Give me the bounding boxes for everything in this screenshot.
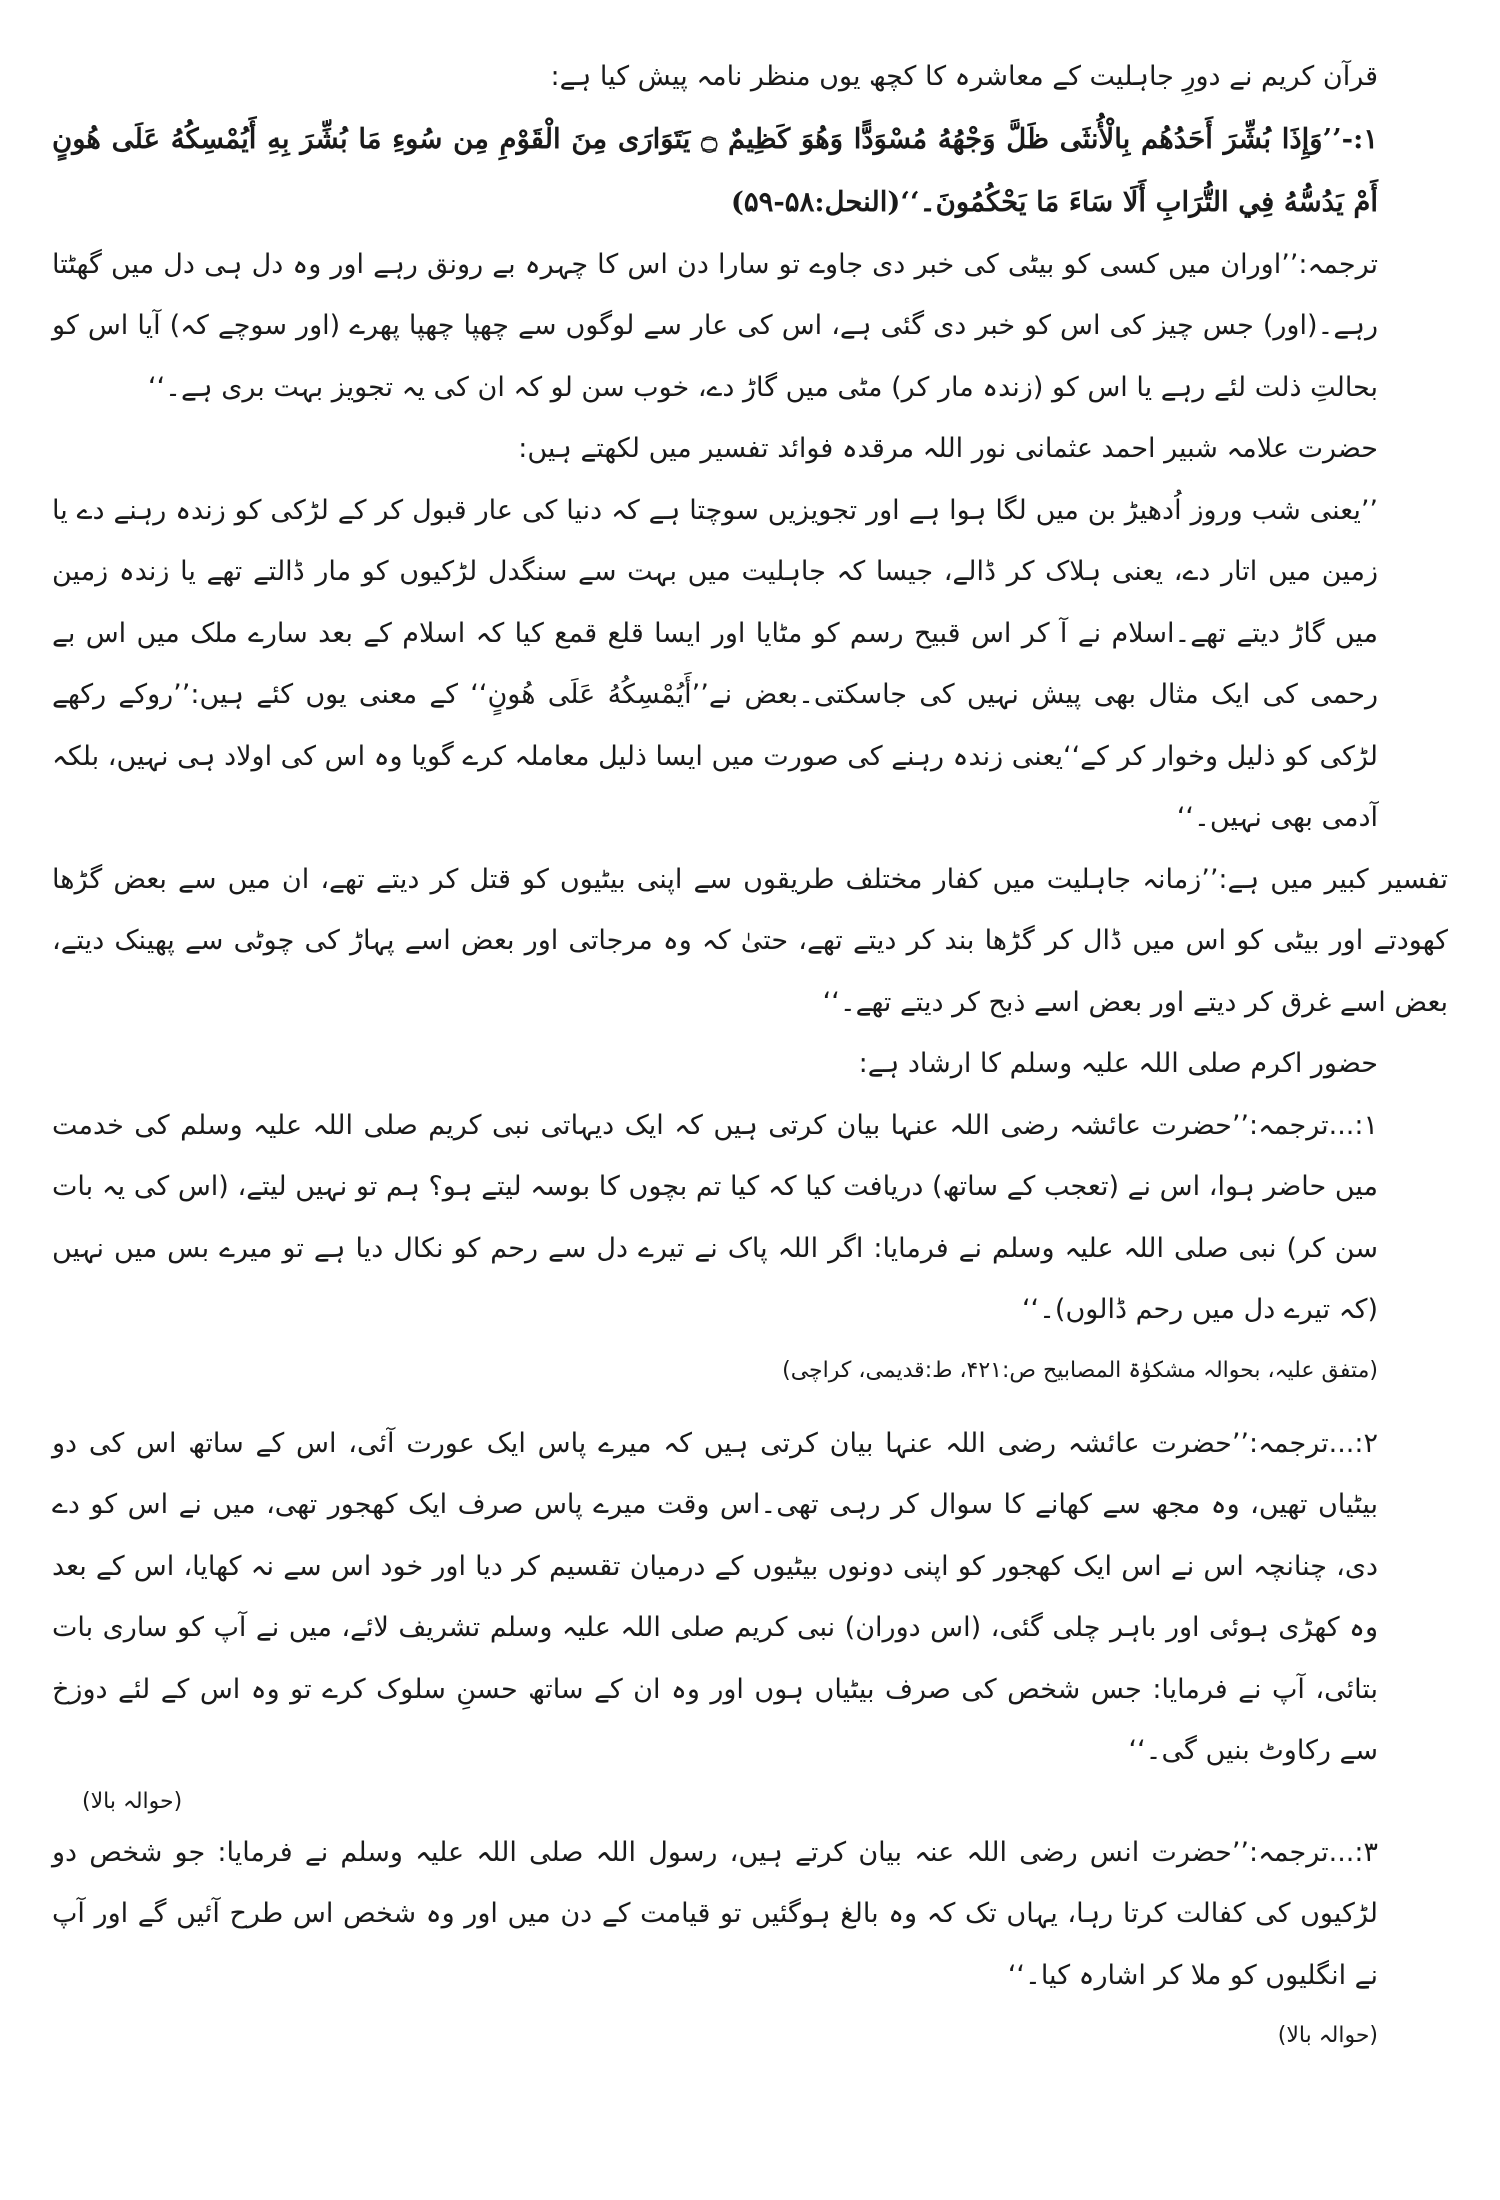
tafsir-text: ’’یعنی شب وروز اُدھیڑ بن میں لگا ہوا ہے اور تجویزیں سوچتا ہے کہ دنیا کی عار قبول کر کے لڑکی کو زندہ رہنے دے یا زمین میں اتار دے، یعنی ہلاک کر ڈالے، جیسا کہ جاہلیت میں بہت سے سنگدل لڑکیوں کو مار ڈالتے تھے یا زندہ زمین میں گاڑ دیتے تھے۔اسلام نے آ کر اس قبیح رسم کو مٹایا اور ایسا قلع قمع کیا کہ اسلام کے بعد سارے ملک میں اس بے رحمی کی ایک مثال بھی پیش نہیں کی جاسکتی۔بعض نے’’أَيُمْسِكُهُ عَلَى هُونٍ‘‘ کے معنی یوں کئے ہیں:’’روکے رکھے لڑکی کو ذلیل وخوار کر کے‘‘یعنی زندہ رہنے کی صورت میں ایسا ذلیل معاملہ کرے گویا وہ اس کی اولاد ہی نہیں، بلکہ آدمی بھی نہیں۔‘‘ bbox=[52, 494, 1378, 833]
prophet-intro: حضور اکرم صلی اللہ علیہ وسلم کا ارشاد ہے: bbox=[858, 1048, 1378, 1079]
hadith-1: ۱:...ترجمہ:’’حضرت عائشہ رضی اللہ عنہا بیان کرتی ہیں کہ ایک دیہاتی نبی کریم صلی اللہ علیہ وسلم کی خدمت میں حاضر ہوا، اس نے (تعجب کے ساتھ) دریافت کیا کہ کیا تم بچوں کا بوسہ لیتے ہو؟ ہم تو نہیں لیتے، (اس کی یہ بات سن کر) نبی صلی اللہ علیہ وسلم نے فرمایا: اگر اللہ پاک نے تیرے دل سے رحم کو نکال دیا ہے تو میرے بس میں نہیں (کہ تیرے دل میں رحم ڈالوں)۔‘‘ bbox=[52, 1109, 1378, 1325]
quran-verse: ۱:-’’وَإِذَا بُشِّرَ أَحَدُهُم بِالْأُنثَى ظَلَّ وَجْهُهُ مُسْوَدًّا وَهُوَ كَظِيمٌ ۝ يَتَوَارَى مِنَ الْقَوْمِ مِن سُوءِ مَا بُشِّرَ بِهِ أَيُمْسِكُهُ عَلَى هُونٍ أَمْ يَدُسُّهُ فِي التُّرَابِ أَلَا سَاءَ مَا يَحْكُمُونَ۔‘‘(النحل:۵۸-۵۹) bbox=[52, 122, 1378, 218]
tafsir-intro: حضرت علامہ شبیر احمد عثمانی نور اللہ مرقدہ فوائد تفسیر میں لکھتے ہیں: bbox=[518, 433, 1378, 464]
intro-paragraph: قرآن کریم نے دورِ جاہلیت کے معاشرہ کا کچھ یوں منظر نامہ پیش کیا ہے: bbox=[550, 61, 1378, 92]
hadith-2: ۲:...ترجمہ:’’حضرت عائشہ رضی اللہ عنہا بیان کرتی ہیں کہ میرے پاس ایک عورت آئی، اس کے ساتھ اس کی دو بیٹیاں تھیں، وہ مجھ سے کھانے کا سوال کر رہی تھی۔اس وقت میرے پاس صرف ایک کھجور تھی، میں نے اس کو دے دی، چنانچہ اس نے اس ایک کھجور کو اپنی دونوں بیٹیوں کے درمیان تقسیم کر دیا اور خود اس سے نہ کھایا، اس کے بعد وہ کھڑی ہوئی اور باہر چلی گئی، (اس دوران) نبی کریم صلی اللہ علیہ وسلم تشریف لائے، میں نے آپ کو ساری بات بتائی، آپ نے فرمایا: جس شخص کی صرف بیٹیاں ہوں اور وہ ان کے ساتھ حسنِ سلوک کرے تو وہ اس کے لئے دوزخ سے رکاوٹ بنیں گی۔‘‘ bbox=[52, 1427, 1378, 1766]
hadith-3-reference: (حوالہ بالا) bbox=[1277, 2023, 1378, 2048]
hadith-1-reference: (متفق علیہ، بحوالہ مشکوٰۃ المصابیح ص:۴۲۱، ط:قدیمی، کراچی) bbox=[782, 1357, 1378, 1383]
quran-translation: ترجمہ:’’اوران میں کسی کو بیٹی کی خبر دی جاوے تو سارا دن اس کا چہرہ بے رونق رہے اور وہ دل ہی دل میں گھٹتا رہے۔(اور) جس چیز کی اس کو خبر دی گئی ہے، اس کی عار سے لوگوں سے چھپا چھپا پھرے (اور سوچے کہ) آیا اس کو بحالتِ ذلت لئے رہے یا اس کو (زندہ مار کر) مٹی میں گاڑ دے، خوب سن لو کہ ان کی یہ تجویز بہت بری ہے۔‘‘ bbox=[52, 248, 1378, 403]
hadith-3: ۳:...ترجمہ:’’حضرت انس رضی اللہ عنہ بیان کرتے ہیں، رسول اللہ صلی اللہ علیہ وسلم نے فرمایا: جو شخص دو لڑکیوں کی کفالت کرتا رہا، یہاں تک کہ وہ بالغ ہوگئیں تو قیامت کے دن میں اور وہ شخص اس طرح آئیں گے اور آپ نے انگلیوں کو ملا کر اشارہ کیا۔‘‘ bbox=[52, 1836, 1378, 1991]
hadith-2-reference: (حوالہ بالا) bbox=[82, 1788, 183, 1814]
kabir-text: تفسیر کبیر میں ہے:’’زمانہ جاہلیت میں کفار مختلف طریقوں سے اپنی بیٹیوں کو قتل کر دیتے تھے، ان میں سے بعض گڑھا کھودتے اور بیٹی کو اس میں ڈال کر گڑھا بند کر دیتے تھے، حتیٰ کہ وہ مرجاتی اور بعض اسے پہاڑ کی چوٹی سے پھینک دیتے، بعض اسے غرق کر دیتے اور بعض اسے ذبح کر دیتے تھے۔‘‘ bbox=[52, 863, 1448, 1018]
